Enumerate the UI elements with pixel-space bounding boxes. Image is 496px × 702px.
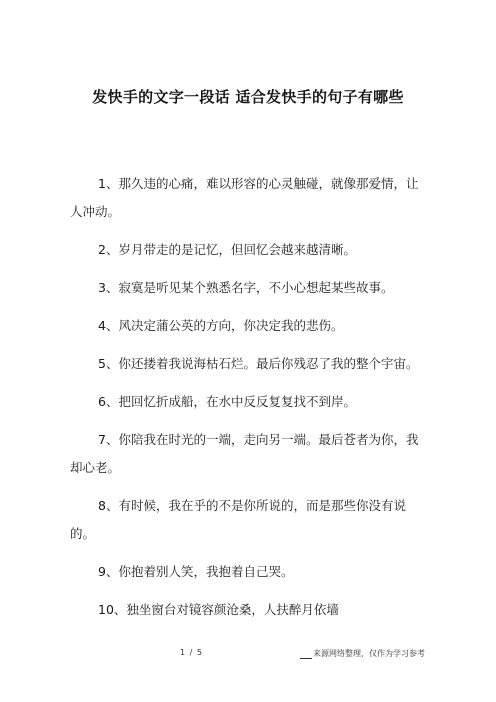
source-note bbox=[300, 648, 425, 659]
document-title: 发快手的文字一段话 适合发快手的句子有哪些 bbox=[92, 88, 404, 106]
paragraph-9: 9、你抱着别人笑，我抱着自己哭。 bbox=[98, 564, 294, 579]
document-body bbox=[70, 170, 430, 634]
page-number: 1 / 5 bbox=[180, 648, 203, 657]
paragraph-7: 7、你陪我在时光的一端，走向另一端。最后苍者为你，我却心老。 bbox=[70, 432, 419, 475]
paragraph-10: 10、独坐窗台对镜容颜沧桑，人扶醉月依墙 bbox=[98, 602, 339, 617]
paragraph-1: 1、那久违的心痛，难以形容的心灵触碰，就像那爱情，让人冲动。 bbox=[70, 176, 419, 219]
page-footer bbox=[0, 648, 496, 668]
underline-mark bbox=[300, 658, 312, 659]
source-note-text: 来源网络整理，仅作为学习参考 bbox=[313, 649, 425, 658]
paragraph-6: 6、把回忆折成船，在水中反反复复找不到岸。 bbox=[98, 394, 356, 409]
paragraph-4: 4、风决定蒲公英的方向，你决定我的悲伤。 bbox=[98, 318, 344, 333]
paragraph-3: 3、寂寞是听见某个熟悉名字，不小心想起某些故事。 bbox=[98, 280, 394, 295]
paragraph-2: 2、岁月带走的是记忆，但回忆会越来越清晰。 bbox=[98, 242, 356, 257]
paragraph-5: 5、你还搂着我说海枯石烂。最后你残忍了我的整个宇宙。 bbox=[98, 356, 419, 371]
paragraph-8: 8、有时候，我在乎的不是你所说的，而是那些你没有说的。 bbox=[70, 498, 406, 541]
